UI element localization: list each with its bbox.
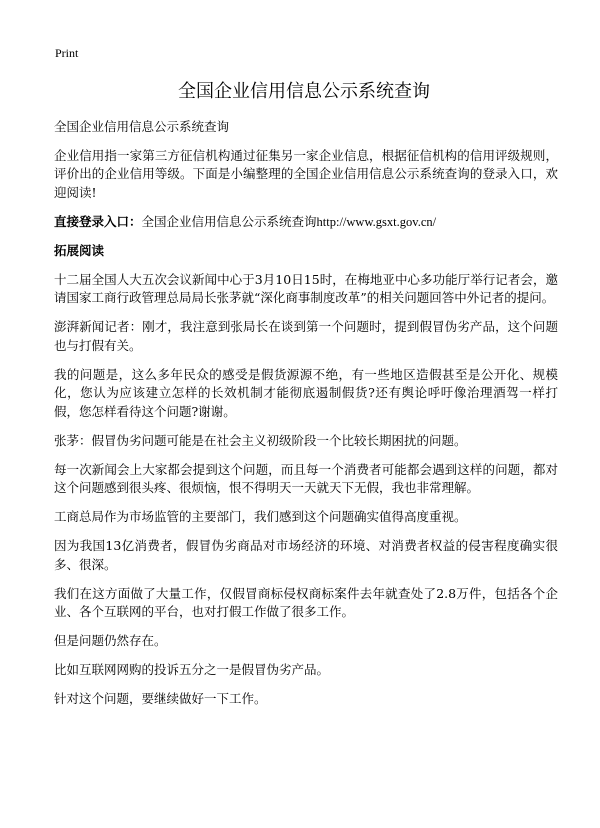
intro-paragraph: 企业信用指一家第三方征信机构通过征集另一家企业信息，根据征信机构的信用评级规则，评价出的企业信用等级。下面是小编整理的全国企业信用信息公示系统查询的登录入口，欢迎阅读! bbox=[54, 147, 558, 200]
paragraph-2: 澎湃新闻记者：刚才，我注意到张局长在谈到第一个问题时，提到假冒伪劣产品，这个问题也与打假有关。 bbox=[54, 319, 558, 353]
paragraph-6: 工商总局作为市场监管的主要部门，我们感到这个问题确实值得高度重视。 bbox=[54, 509, 467, 524]
page-title: 全国企业信用信息公示系统查询 bbox=[178, 81, 430, 102]
document-body bbox=[54, 118, 558, 719]
paragraph-1: 十二届全国人大五次会议新闻中心于3月10日15时，在梅地亚中心多功能厅举行记者会，邀请国家工商行政管理总局局长张茅就“深化商事制度改革”的相关问题回答中外记者的提问。 bbox=[54, 271, 558, 305]
login-line bbox=[54, 213, 558, 232]
paragraph-7: 因为我国13亿消费者，假冒伪劣商品对市场经济的环境、对消费者权益的侵害程度确实很多、很深。 bbox=[54, 538, 558, 572]
paragraph-9: 但是问题仍然存在。 bbox=[54, 633, 167, 648]
login-label: 直接登录入口： bbox=[54, 213, 142, 229]
login-url[interactable]: http://www.gsxt.gov.cn/ bbox=[316, 214, 437, 229]
print-label[interactable]: Print bbox=[55, 46, 79, 60]
paragraph-11: 针对这个问题，要继续做好一下工作。 bbox=[54, 691, 267, 706]
paragraph-8: 我们在这方面做了大量工作，仅假冒商标侵权商标案件去年就查处了2.8万件，包括各个企业、各个互联网的平台，也对打假工作做了很多工作。 bbox=[54, 585, 558, 619]
extended-reading-heading: 拓展阅读 bbox=[54, 242, 105, 258]
subtitle: 全国企业信用信息公示系统查询 bbox=[54, 119, 230, 134]
paragraph-4: 张茅：假冒伪劣问题可能是在社会主义初级阶段一个比较长期困扰的问题。 bbox=[54, 432, 467, 448]
paragraph-3: 我的问题是，这么多年民众的感受是假货源源不绝，有一些地区造假甚至是公开化、规模化，您认为应该建立怎样的长效机制才能彻底遏制假货?还有舆论呼吁像治理酒驾一样打假，您怎样看待这个问题?谢谢。 bbox=[54, 366, 558, 419]
paragraph-5: 每一次新闻会上大家都会提到这个问题，而且每一个消费者可能都会遇到这样的问题，都对这个问题感到很头疼、很烦恼，恨不得明天一天就天下无假，我也非常理解。 bbox=[54, 461, 558, 495]
paragraph-10: 比如互联网网购的投诉五分之一是假冒伪劣产品。 bbox=[54, 662, 330, 677]
login-link-text[interactable]: 全国企业信用信息公示系统查询 bbox=[141, 213, 317, 229]
